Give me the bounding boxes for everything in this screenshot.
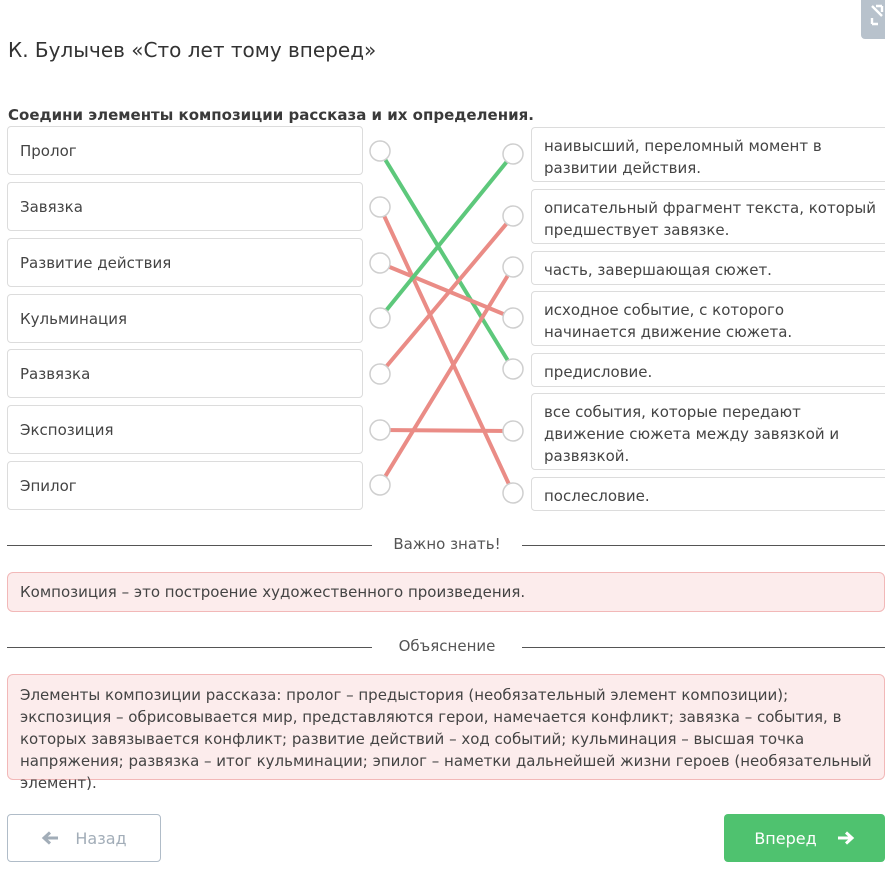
back-label: Назад bbox=[75, 828, 127, 848]
important-text: Композиция – это построение художественного произведения. bbox=[20, 583, 526, 601]
question-text: Соедини элементы композиции рассказа и их определения. bbox=[8, 106, 534, 124]
next-label: Вперед bbox=[754, 828, 817, 848]
important-note bbox=[7, 572, 885, 612]
right-handle-6[interactable] bbox=[503, 483, 523, 503]
explanation-heading: Объяснение bbox=[372, 637, 522, 655]
explanation-text: Элементы композиции рассказа: пролог – предыстория (необязательный элемент композиции); экспозиция – обрисовывается мир, представляются герои, намечается конфликт; завязка – события, в которых завязывается конфликт; развитие действий – ход событий; кульминация – высшая точка напряжения; развязка – итог кульминации; эпилог – наметки дальнейшей жизни героев (необязательный элемент). bbox=[20, 686, 872, 792]
arrow-right-icon bbox=[837, 831, 855, 845]
left-item-label: Экспозиция bbox=[20, 420, 114, 439]
left-item-label: Кульминация bbox=[20, 309, 127, 328]
left-handle-0[interactable] bbox=[370, 141, 390, 161]
right-handle-5[interactable] bbox=[503, 421, 523, 441]
left-item-label: Развязка bbox=[20, 364, 91, 383]
right-handle-1[interactable] bbox=[503, 206, 523, 226]
left-handle-6[interactable] bbox=[370, 475, 390, 495]
connection-line-5 bbox=[380, 430, 513, 431]
left-item-label: Эпилог bbox=[20, 476, 77, 495]
important-heading: Важно знать! bbox=[372, 535, 522, 553]
left-handle-4[interactable] bbox=[370, 364, 390, 384]
right-item-label: послесловие. bbox=[544, 487, 650, 505]
left-handle-5[interactable] bbox=[370, 420, 390, 440]
right-handle-0[interactable] bbox=[503, 144, 523, 164]
right-item-label: описательный фрагмент текста, который предшествует завязке. bbox=[544, 198, 877, 239]
left-handle-1[interactable] bbox=[370, 197, 390, 217]
page-title: К. Булычев «Сто лет тому вперед» bbox=[8, 38, 377, 62]
left-item-label: Завязка bbox=[20, 197, 83, 216]
right-item-label: наивысший, переломный момент в развитии действия. bbox=[544, 136, 822, 177]
right-item-label: часть, завершающая сюжет. bbox=[544, 261, 772, 279]
explanation-note bbox=[7, 674, 885, 792]
right-item-label: предисловие. bbox=[544, 363, 653, 381]
right-item-label: исходное событие, с которого начинается движение сюжета. bbox=[544, 300, 793, 341]
left-handle-3[interactable] bbox=[370, 308, 390, 328]
arrow-left-icon bbox=[41, 831, 59, 845]
connection-line-0 bbox=[380, 151, 513, 369]
right-handle-3[interactable] bbox=[503, 308, 523, 328]
right-handle-4[interactable] bbox=[503, 359, 523, 379]
right-handle-2[interactable] bbox=[503, 257, 523, 277]
left-item-label: Пролог bbox=[20, 141, 77, 160]
next-button[interactable] bbox=[724, 814, 885, 862]
left-item-label: Развитие действия bbox=[20, 253, 172, 272]
right-item-label: все события, которые передают движение сюжета между завязкой и развязкой. bbox=[544, 402, 840, 465]
back-button[interactable] bbox=[7, 814, 161, 862]
left-handle-2[interactable] bbox=[370, 253, 390, 273]
